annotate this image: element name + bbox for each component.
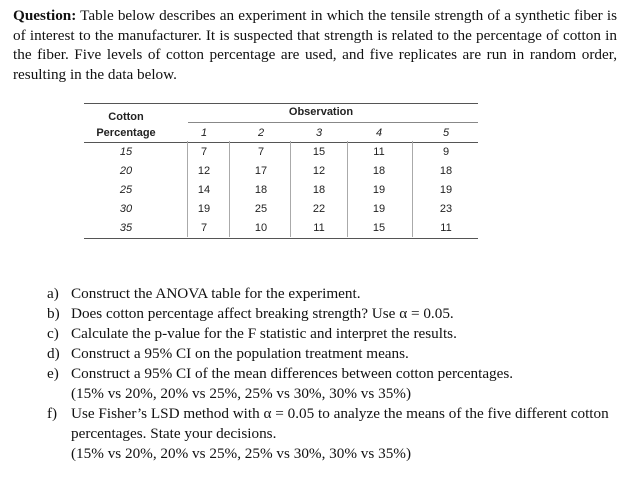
- part-label: b): [47, 305, 60, 322]
- table-row: [84, 219, 478, 238]
- table-cell: 12: [197, 165, 211, 177]
- part-text: Construct a 95% CI of the mean differences between cotton percentages.: [71, 365, 514, 382]
- table-cell: 12: [312, 165, 326, 177]
- table-cell: 9: [442, 146, 450, 158]
- table-cell: 18: [312, 184, 326, 196]
- table-cell: 17: [254, 165, 268, 177]
- question-text: Table below describes an experiment in which the tensile strength of a synthetic fiber is of interest to the manufacturer. It is suspected that strength is related to the percentage of cotton in the fiber. Five levels of cotton percentage are used, and five replicates are run in random order, resulting in the data below.: [13, 7, 617, 83]
- table-cell: 11: [440, 222, 452, 234]
- table-cell: 11: [373, 146, 385, 158]
- column-divider: [412, 141, 413, 237]
- cotton-percentage-cell: 30: [119, 203, 133, 215]
- question-part: [47, 324, 617, 344]
- part-text: Construct the ANOVA table for the experiment.: [71, 285, 361, 302]
- part-comparisons: (15% vs 20%, 20% vs 25%, 25% vs 30%, 30% vs 35%): [71, 385, 411, 402]
- table-cell: 18: [254, 184, 268, 196]
- header-cotton-percentage: Cotton Percentage: [96, 111, 156, 139]
- part-label: a): [47, 285, 59, 302]
- table-bottom-rule: [84, 238, 478, 239]
- part-label: f): [47, 405, 58, 422]
- question-part: [47, 344, 617, 364]
- part-text: Construct a 95% CI on the population treatment means.: [71, 345, 409, 362]
- table-cell: 15: [312, 146, 326, 158]
- table-cell: 18: [439, 165, 453, 177]
- table-cell: 10: [254, 222, 268, 234]
- question-paragraph: [13, 6, 617, 84]
- table-cell: 19: [439, 184, 453, 196]
- part-text: Use Fisher’s LSD method with α = 0.05 to analyze the means of the five different cotton percentages. State your decisions.: [71, 405, 609, 442]
- header-observation: Observation: [288, 106, 354, 118]
- cotton-percentage-cell: 15: [119, 146, 133, 158]
- question-part: [47, 284, 617, 304]
- part-label: e): [47, 365, 59, 382]
- column-divider: [187, 141, 188, 237]
- question-part: [47, 404, 617, 464]
- table-cell: 7: [200, 146, 208, 158]
- cotton-percentage-cell: 35: [119, 222, 133, 234]
- part-text: Does cotton percentage affect breaking strength? Use α = 0.05.: [71, 305, 454, 322]
- cotton-percentage-cell: 25: [119, 184, 133, 196]
- table-cell: 18: [372, 165, 386, 177]
- question-parts-list: [47, 284, 617, 464]
- table-cell: 7: [200, 222, 208, 234]
- table-cell: 25: [254, 203, 268, 215]
- table-cell: 22: [312, 203, 326, 215]
- column-header: 1: [200, 127, 208, 139]
- question-part: [47, 304, 617, 324]
- part-text: Calculate the p-value for the F statistic and interpret the results.: [71, 325, 457, 342]
- header-underline: [188, 122, 478, 123]
- table-cell: 19: [372, 203, 386, 215]
- part-comparisons: (15% vs 20%, 20% vs 25%, 25% vs 30%, 30% vs 35%): [71, 445, 411, 462]
- table-cell: 7: [257, 146, 265, 158]
- table-cell: 14: [197, 184, 211, 196]
- data-table: [84, 103, 478, 239]
- question-part: [47, 364, 617, 404]
- question-label: Question:: [13, 7, 77, 24]
- table-cell: 15: [372, 222, 386, 234]
- part-label: d): [47, 345, 60, 362]
- table-cell: 19: [372, 184, 386, 196]
- table-cell: 11: [313, 222, 325, 234]
- table-row: [84, 200, 478, 219]
- table-row: [84, 181, 478, 200]
- column-header: 5: [442, 127, 450, 139]
- table-row: [84, 143, 478, 162]
- column-header: 4: [375, 127, 383, 139]
- table-header: [84, 103, 478, 143]
- column-divider: [229, 141, 230, 237]
- column-header: 3: [315, 127, 323, 139]
- column-header: 2: [257, 127, 265, 139]
- column-divider: [347, 141, 348, 237]
- table-cell: 23: [439, 203, 453, 215]
- table-cell: 19: [197, 203, 211, 215]
- cotton-percentage-cell: 20: [119, 165, 133, 177]
- column-divider: [290, 141, 291, 237]
- part-label: c): [47, 325, 59, 342]
- table-row: [84, 162, 478, 181]
